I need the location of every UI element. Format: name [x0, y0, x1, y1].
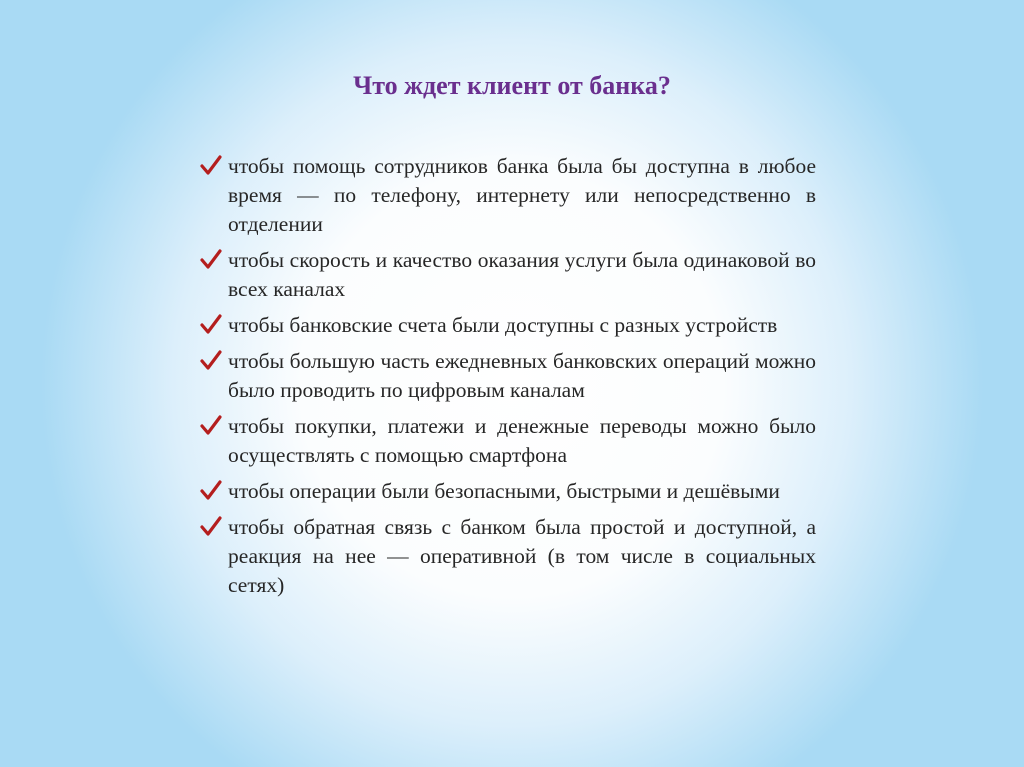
bullet-item [200, 477, 816, 506]
bullet-text: чтобы покупки, платежи и денежные переводы можно было осуществлять с помощью смартфона [228, 414, 816, 467]
bullet-text: чтобы операции были безопасными, быстрыми и дешёвыми [228, 479, 780, 503]
red-checkmark-icon [200, 515, 222, 537]
bullet-item [200, 152, 816, 239]
bullet-text: чтобы скорость и качество оказания услуги была одинаковой во всех каналах [228, 248, 816, 301]
bullet-item [200, 412, 816, 470]
red-checkmark-icon [200, 349, 222, 371]
bullet-item [200, 246, 816, 304]
red-checkmark-icon [200, 479, 222, 501]
bullet-text: чтобы большую часть ежедневных банковских операций можно было проводить по цифровым каналам [228, 349, 816, 402]
red-checkmark-icon [200, 313, 222, 335]
bullet-item [200, 311, 816, 340]
red-checkmark-icon [200, 154, 222, 176]
red-checkmark-icon [200, 248, 222, 270]
bullet-text: чтобы банковские счета были доступны с разных устройств [228, 313, 778, 337]
red-checkmark-icon [200, 414, 222, 436]
slide-title: Что ждет клиент от банка? [353, 71, 671, 100]
bullet-item [200, 513, 816, 600]
bullet-text: чтобы обратная связь с банком была простой и доступной, а реакция на нее — оперативной (в том числе в социальных сетях) [228, 515, 816, 597]
bullet-item [200, 347, 816, 405]
bullet-list [200, 152, 816, 607]
bullet-text: чтобы помощь сотрудников банка была бы доступна в любое время — по телефону, интернету или непосредственно в отделении [228, 154, 816, 236]
